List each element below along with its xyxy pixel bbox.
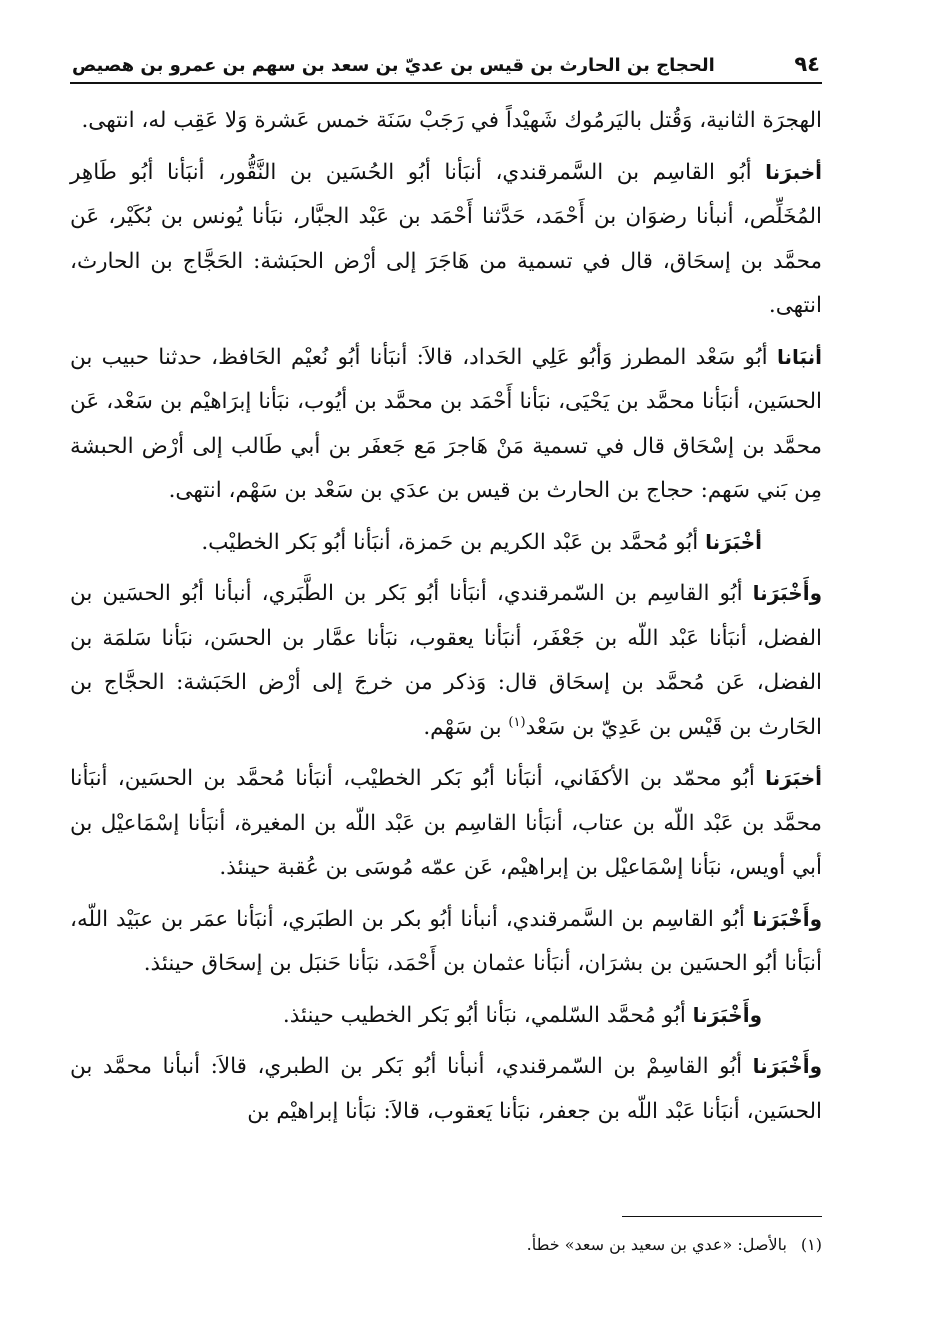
- paragraph: [70, 520, 822, 566]
- body-text: [70, 98, 822, 1134]
- footnote-divider: [622, 1216, 822, 1217]
- footnote-number: (١): [800, 1235, 822, 1254]
- paragraph-lead: أخبَرَنا: [765, 766, 822, 790]
- paragraph: [70, 897, 822, 987]
- running-title: الحجاج بن الحارث بن قيس بن عديّ بن سعد بن سهم بن عمرو بن هصيص: [72, 55, 715, 76]
- paragraph: [70, 98, 822, 144]
- paragraph-text: أبُو مُحمَّد بن عَبْد الكريم بن حَمزة، أنبَأنا أبُو بَكر الخطيْب.: [201, 529, 706, 555]
- paragraph-tail: بن سَهْم.: [423, 714, 509, 740]
- paragraph-lead: وأَخْبَرَنا: [752, 906, 822, 931]
- footnote-reference: (١): [508, 714, 526, 730]
- paragraph-text: أبُو مُحمَّد السّلمي، نبَأنا أبُو بَكر الخطيب حينئذ.: [282, 1002, 693, 1028]
- paragraph-lead: أنبَانا: [776, 344, 822, 369]
- paragraph: [70, 756, 822, 891]
- paragraph-text: أبُو محمّد بن الأكفَاني، أنبَأنا أبُو بَكر الخطيْب، أنبَأنا مُحمَّد بن الحسَين، أنبَأنا محمَّد بن عَبْد اللّه بن عتاب، أنبَأنا القاسِم بن عَبْد اللّه بن المغيرة، أنبَأنا إسْمَاعيْل بن أبي أويس، نبَأنا إسْمَاعيْل بن إبراهيْم، عَن عمّه مُوسَى بن عُقبة حينئذ.: [70, 766, 822, 880]
- paragraph-text: أبُو القاسِم بن السّمرقندي، أنبَأنا أبُو بَكر بن الطَّبَري، أنبأنا أبُو الحسَين بن الفضل، أنبَأنا عَبْد اللّه بن جَعْفَر، أنبَأنا يعقوب، نبَأنا عمَّار بن الحسَن، نبَأنا سَلمَة بن الفضل، عَن مُحمَّد بن إسحَاق قال: وَذكر من خرجَ إلى أرْض الحَبَشة: الحجَّاج بن الحَارث بن قَيْس بن عَدِيّ بن سَعْد: [70, 581, 822, 740]
- paragraph-lead: وأَخْبَرَنا: [752, 581, 822, 605]
- page-number: ٩٤: [794, 52, 820, 76]
- paragraph-text: أبُو سَعْد المطرز وَأبُو عَلِي الحَداد، قالاَ: أنبَأنا أبُو نُعيْم الحَافظ، حدثنا حبيب بن الحسَين، أنبَأنا محمَّد بن يَحْيَى، نبَأنا أَحْمَد بن محمَّد بن أيُوب، نبَأنا إبرَاهيْم بن سَعْد، عَن محمَّد بن إسْحَاق قال في تسمية مَنْ هَاجرَ مَع جَعفَر بن أبي طَالب إلى أرْض الحبشة مِن بَني سَهم: حجاج بن الحارث بن قيس بن عدَي بن سَعْد بن سَهْم، انتهى.: [70, 344, 822, 503]
- paragraph: [70, 150, 822, 329]
- paragraph: [70, 993, 822, 1039]
- paragraph-text: أبُو القاسِم بن السَّمرقندي، أنبَأنا أبُو الحُسَين بن النَّقُّور، أنبَأنا أبُو طَاهِر المُخَلِّص، أنبأنا رضوَان بن أَحْمَد، حَدَّثنا أَحْمَد بن عَبْد الجبَّار، نبَأنا يُونس بن بُكَيْر، عَن محمَّد بن إسحَاق، قال في تسمية من هَاجَرَ إلى أرْض الحبَشة: الحَجَّاج بن الحارث، انتهى.: [70, 159, 822, 318]
- paragraph: [70, 571, 822, 750]
- paragraph-lead: أخبرَنا: [765, 159, 822, 184]
- paragraph-text: الهجرَة الثانية، وَقُتل باليَرمُوك شَهيْداً في رَجَبْ سَنَة خمس عَشرة وَلا عَقِب له، انتهى.: [81, 108, 822, 133]
- footnote-text: بالأصل: «عدي بن سعيد بن سعد» خطأ.: [526, 1235, 787, 1254]
- paragraph-text: أبُو القاسِمْ بن السّمرقندي، أنبأنا أبُو بَكر بن الطبري، قالاَ: أنبأنا محمَّد بن الحسَين، أنبَأنا عَبْد اللّه بن جعفر، نبَأنا يَعقوب، قالاَ: نبَأنا إبراهيْم بن: [70, 1054, 822, 1124]
- footnote: [70, 1232, 822, 1258]
- paragraph-lead: أخْبَرَنا: [705, 529, 762, 554]
- book-page: [70, 52, 822, 1254]
- paragraph: [70, 1044, 822, 1134]
- paragraph-text: أبُو القاسِم بن السَّمرقندي، أنبأنا أبُو بكر بن الطبَري، أنبَأنا عمَر بن عبَيْد اللّه، أنبَأنا أبُو الحسَين بن بشرَان، أنبَأنا عثمان بن أَحْمَد، نبَأنا حَنبَل بن إسحَاق حينئذ.: [70, 906, 822, 976]
- page-header: [70, 52, 822, 84]
- paragraph-lead: وأَخْبَرَنا: [692, 1002, 762, 1027]
- paragraph: [70, 335, 822, 514]
- paragraph-lead: وأَخْبَرَنا: [752, 1054, 822, 1078]
